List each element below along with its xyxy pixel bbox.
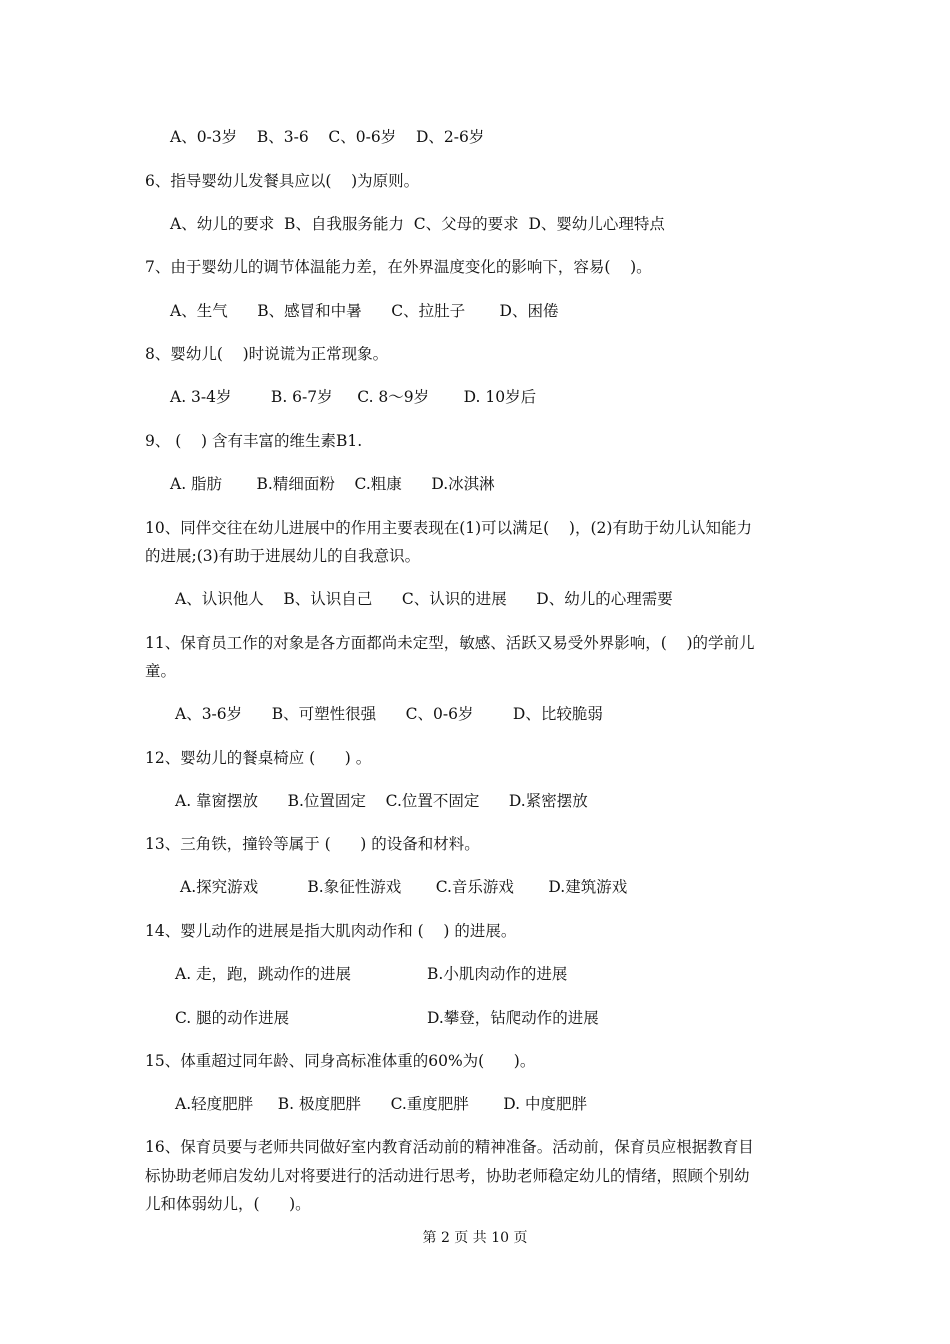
q6-stem: 6、指导婴幼儿发餐具应以( )为原则。: [145, 172, 420, 190]
q9-stem: 9、 ( ) 含有丰富的维生素B1.: [145, 432, 363, 450]
q7-options: A、生气 B、感冒和中暑 C、拉肚子 D、困倦: [170, 302, 559, 320]
q14-stem: 14、婴儿动作的进展是指大肌肉动作和 ( ) 的进展。: [145, 922, 517, 940]
q10-stem-line1: 10、同伴交往在幼儿进展中的作用主要表现在(1)可以满足( )，(2)有助于幼儿认知能力: [145, 519, 752, 537]
q8-options: A. 3-4岁 B. 6-7岁 C. 8～9岁 D. 10岁后: [170, 388, 537, 406]
q11-stem-line1: 11、保育员工作的对象是各方面都尚未定型，敏感、活跃又易受外界影响，( )的学前儿: [145, 634, 755, 652]
q13-options: A.探究游戏 B.象征性游戏 C.音乐游戏 D.建筑游戏: [180, 878, 628, 896]
q11-options: A、3-6岁 B、可塑性很强 C、0-6岁 D、比较脆弱: [175, 705, 603, 723]
q9-options: A. 脂肪 B.精细面粉 C.粗康 D.冰淇淋: [170, 475, 495, 493]
q11-stem-line2: 童。: [145, 662, 177, 680]
page-footer: 第 2 页 共 10 页: [422, 1230, 528, 1246]
q13-stem: 13、三角铁，撞铃等属于 ( ) 的设备和材料。: [145, 835, 480, 853]
q10-stem-line2: 的进展;(3)有助于进展幼儿的自我意识。: [145, 547, 421, 565]
q15-options: A.轻度肥胖 B. 极度肥胖 C.重度肥胖 D. 中度肥胖: [175, 1095, 588, 1113]
q10-options: A、认识他人 B、认识自己 C、认识的进展 D、幼儿的心理需要: [175, 590, 673, 608]
q5-options: A、0-3岁 B、3-6 C、0-6岁 D、2-6岁: [170, 128, 485, 146]
q14-option-a: A. 走，跑，跳动作的进展: [175, 965, 352, 983]
q14-option-b: B.小肌肉动作的进展: [427, 965, 568, 983]
q15-stem: 15、体重超过同年龄、同身高标准体重的60%为( )。: [145, 1052, 536, 1070]
q16-stem-line3: 儿和体弱幼儿，( )。: [145, 1195, 311, 1213]
q16-stem-line2: 标协助老师启发幼儿对将要进行的活动进行思考，协助老师稳定幼儿的情绪，照顾个别幼: [145, 1167, 750, 1185]
q6-options: A、幼儿的要求 B、自我服务能力 C、父母的要求 D、婴幼儿心理特点: [170, 215, 665, 233]
q16-stem-line1: 16、保育员要与老师共同做好室内教育活动前的精神准备。活动前，保育员应根据教育目: [145, 1138, 754, 1156]
q14-option-d: D.攀登，钻爬动作的进展: [427, 1009, 599, 1027]
q14-option-c: C. 腿的动作进展: [175, 1009, 290, 1027]
q12-stem: 12、婴幼儿的餐桌椅应 ( ) 。: [145, 749, 372, 767]
q12-options: A. 靠窗摆放 B.位置固定 C.位置不固定 D.紧密摆放: [175, 792, 588, 810]
q7-stem: 7、由于婴幼儿的调节体温能力差，在外界温度变化的影响下，容易( )。: [145, 258, 652, 276]
q8-stem: 8、婴幼儿( )时说谎为正常现象。: [145, 345, 389, 363]
